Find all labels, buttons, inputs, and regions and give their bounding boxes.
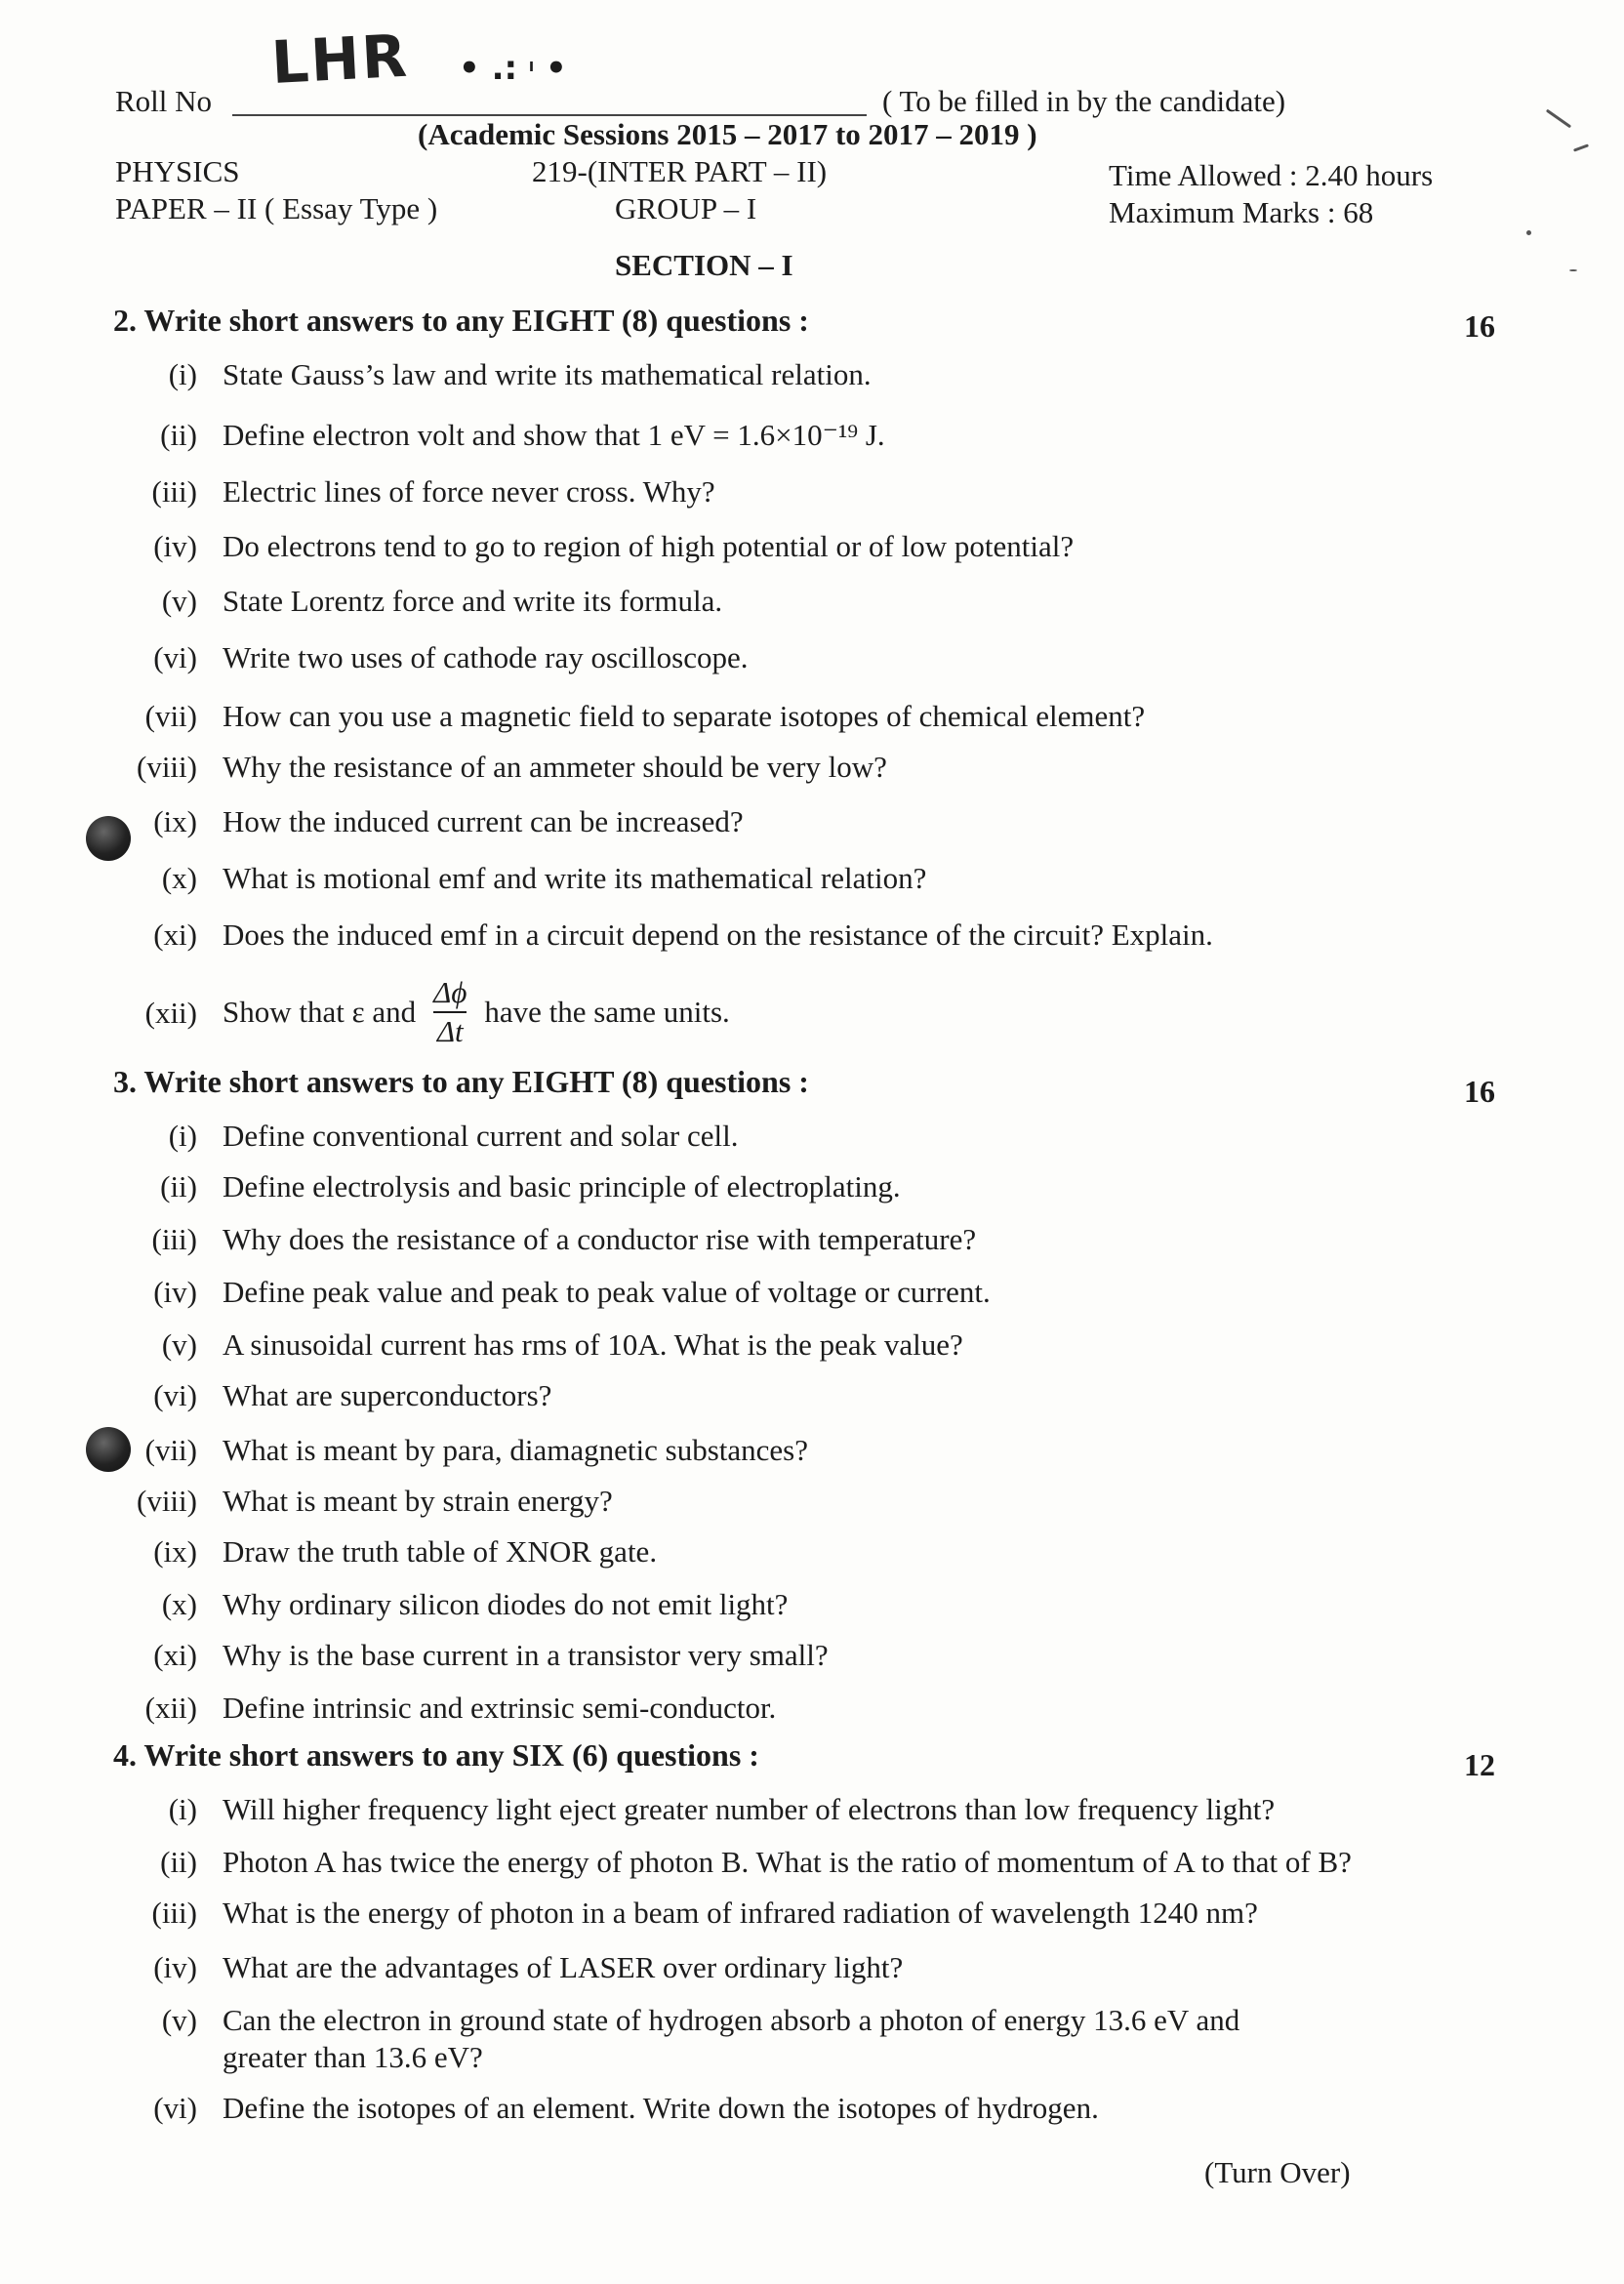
question-text-line: What is meant by para, diamagnetic substances? (223, 1433, 808, 1467)
question-text (223, 861, 926, 896)
roll-handwritten: LHR (269, 21, 411, 99)
question-number: (iii) (151, 1222, 197, 1256)
question-number: (x) (161, 1587, 197, 1621)
question-text (223, 357, 872, 392)
question-text (223, 584, 722, 619)
fraction (433, 974, 467, 1050)
q3-heading: 3. Write short answers to any EIGHT (8) questions : (113, 1064, 809, 1099)
question-text (223, 1896, 1258, 1931)
scan-speck (1573, 143, 1589, 151)
question-number: (iv) (153, 529, 197, 563)
question-text (223, 529, 1074, 564)
question-text (223, 2091, 1099, 2126)
scan-speck (1526, 230, 1531, 235)
question-text (223, 804, 744, 839)
fraction-numerator: Δϕ (433, 975, 467, 1009)
question-text-line: What is the energy of photon in a beam of infrared radiation of wavelength 1240 nm? (223, 1896, 1258, 1930)
question-number: (i) (168, 1792, 197, 1826)
question-number: (i) (168, 1119, 197, 1153)
question-number: (ii) (160, 418, 197, 452)
question-text (223, 1845, 1352, 1880)
question-text-line: Electric lines of force never cross. Why? (223, 474, 715, 509)
question-text (223, 474, 715, 510)
question-text-line: How the induced current can be increased? (223, 804, 744, 838)
question-text (223, 1484, 613, 1519)
question-text-line: greater than 13.6 eV? (223, 2040, 483, 2074)
question-number: (v) (161, 1327, 197, 1362)
question-text (223, 1950, 903, 1985)
question-number: (ix) (153, 804, 197, 838)
question-text (223, 1433, 808, 1468)
question-text-line: How can you use a magnetic field to separate isotopes of chemical element? (223, 699, 1146, 733)
fraction-denominator: Δt (433, 1011, 467, 1050)
question-number: (xi) (153, 1638, 197, 1672)
scan-speck (1569, 269, 1577, 271)
question-number: (iv) (153, 1950, 197, 1984)
time-allowed: Time Allowed : 2.40 hours (1109, 158, 1434, 192)
question-number: (vi) (153, 1378, 197, 1412)
question-number: (iii) (151, 474, 197, 509)
question-text (223, 1327, 963, 1363)
handwritten-marks: • .: ˡ • (459, 49, 567, 88)
question-text (223, 918, 1213, 953)
question-number: (vi) (153, 640, 197, 674)
question-number: (vii) (144, 1433, 197, 1467)
question-text (223, 1222, 976, 1257)
question-number: (vii) (144, 699, 197, 733)
question-number: (viii) (137, 1484, 197, 1518)
question-text (223, 750, 887, 785)
group: GROUP – I (615, 191, 757, 225)
question-text-line: Can the electron in ground state of hydrogen absorb a photon of energy 13.6 eV and (223, 2003, 1240, 2037)
q4-marks: 12 (1464, 1747, 1495, 1782)
question-text-before: Show that ε and (223, 995, 417, 1029)
question-text-line: Why is the base current in a transistor very small? (223, 1638, 829, 1672)
scan-speck (1546, 109, 1571, 129)
q3-marks: 16 (1464, 1074, 1495, 1109)
section-title: SECTION – I (615, 248, 793, 282)
question-text-line: Define electrolysis and basic principle of electroplating. (223, 1169, 901, 1203)
question-text (223, 699, 1145, 734)
question-text-line: Does the induced emf in a circuit depend on the resistance of the circuit? Explain. (223, 918, 1213, 952)
q4-heading: 4. Write short answers to any SIX (6) questions : (113, 1737, 759, 1773)
question-text-line: State Gauss’s law and write its mathematical relation. (223, 357, 872, 391)
question-text-line: Define intrinsic and extrinsic semi-conductor. (223, 1691, 777, 1725)
question-text-after: have the same units. (484, 995, 730, 1029)
maximum-marks: Maximum Marks : 68 (1109, 195, 1374, 229)
question-text-line: Write two uses of cathode ray oscilloscope. (223, 640, 749, 674)
question-number: (vi) (153, 2091, 197, 2125)
question-text-line: Why ordinary silicon diodes do not emit light? (223, 1587, 789, 1621)
question-text-line: Why the resistance of an ammeter should be very low? (223, 750, 887, 784)
question-number: (i) (168, 357, 197, 391)
question-text (223, 2003, 1239, 2075)
question-text-line: Will higher frequency light eject greater number of electrons than low frequency light? (223, 1792, 1276, 1826)
question-number: (iv) (153, 1275, 197, 1309)
question-text-line: State Lorentz force and write its formula. (223, 584, 723, 618)
question-text (223, 1587, 788, 1622)
question-text (223, 1119, 739, 1154)
question-text-line: Define peak value and peak to peak value of voltage or current. (223, 1275, 991, 1309)
question-number: (xi) (153, 918, 197, 952)
question-number: (x) (161, 861, 197, 895)
question-number: (xii) (144, 996, 197, 1030)
question-text (223, 1275, 991, 1310)
question-number: (xii) (144, 1691, 197, 1725)
question-text-line: Define electron volt and show that 1 eV = 1.6×10⁻¹⁹ J. (223, 418, 885, 452)
fill-note: ( To be filled in by the candidate) (882, 84, 1286, 118)
question-text (223, 1638, 829, 1673)
question-text (223, 418, 885, 453)
paper-code: 219-(INTER PART – II) (532, 154, 828, 188)
q2-heading: 2. Write short answers to any EIGHT (8) questions : (113, 303, 809, 338)
question-text-line: Why does the resistance of a conductor rise with temperature? (223, 1222, 977, 1256)
question-text-line: What are the advantages of LASER over ordinary light? (223, 1950, 904, 1984)
sessions-line: (Academic Sessions 2015 – 2017 to 2017 – 2019 ) (418, 117, 1037, 151)
question-text (223, 640, 749, 675)
question-text (223, 1169, 901, 1204)
question-text (223, 974, 730, 1050)
paper-type: PAPER – II ( Essay Type ) (115, 191, 438, 225)
question-text-line: A sinusoidal current has rms of 10A. What is the peak value? (223, 1327, 963, 1362)
question-number: (viii) (137, 750, 197, 784)
question-number: (ii) (160, 1845, 197, 1879)
question-number: (ix) (153, 1534, 197, 1569)
roll-number-line (232, 113, 867, 116)
question-text-line: Define the isotopes of an element. Write down the isotopes of hydrogen. (223, 2091, 1099, 2125)
turn-over: (Turn Over) (1204, 2155, 1351, 2189)
question-text (223, 1378, 551, 1413)
question-text-line: Photon A has twice the energy of photon B. What is the ratio of momentum of A to that of B? (223, 1845, 1352, 1879)
roll-label: Roll No (115, 84, 213, 118)
question-text-line: What is motional emf and write its mathematical relation? (223, 861, 927, 895)
question-text (223, 1792, 1275, 1827)
question-text-line: Define conventional current and solar cell. (223, 1119, 739, 1153)
subject: PHYSICS (115, 154, 240, 188)
question-number: (v) (161, 584, 197, 618)
question-text-line: What is meant by strain energy? (223, 1484, 613, 1518)
question-text-line: Do electrons tend to go to region of high potential or of low potential? (223, 529, 1075, 563)
question-text (223, 1534, 657, 1570)
question-number: (v) (161, 2003, 197, 2037)
question-number: (iii) (151, 1896, 197, 1930)
question-text-line: What are superconductors? (223, 1378, 552, 1412)
question-number: (ii) (160, 1169, 197, 1203)
question-text-line: Draw the truth table of XNOR gate. (223, 1534, 658, 1569)
question-text (223, 1691, 776, 1726)
q2-marks: 16 (1464, 308, 1495, 344)
